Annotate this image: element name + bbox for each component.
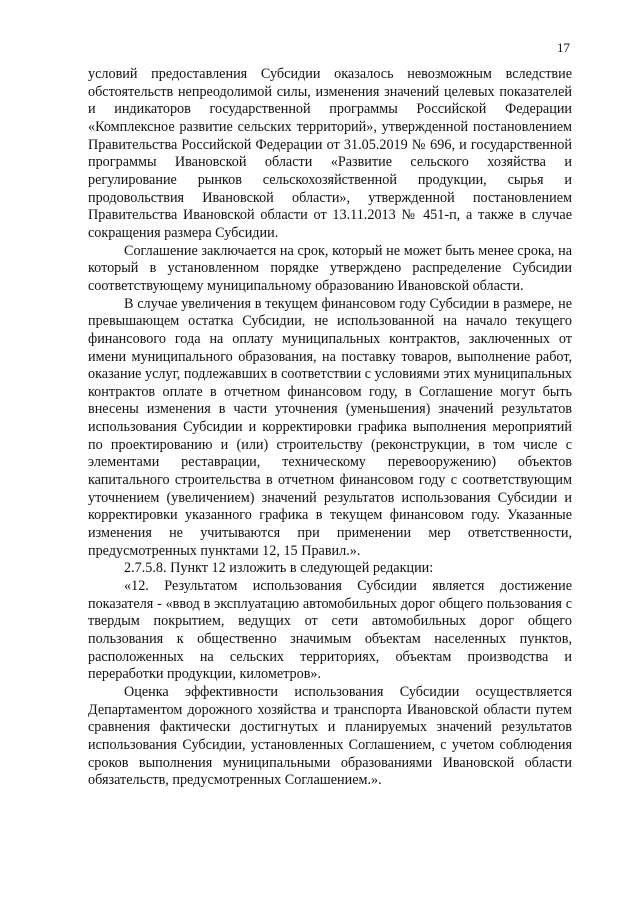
paragraph-clause-2-7-5-8: 2.7.5.8. Пункт 12 изложить в следующей редакции: — [124, 560, 434, 577]
page-number: 17 — [557, 40, 570, 55]
document-body — [88, 66, 572, 790]
paragraph-agreement-term: Соглашение заключается на срок, который не может быть менее срока, на который в установленном порядке утверждено распределение Субсидии соответствующему муниципальному образованию Ивановской области. — [88, 242, 572, 294]
paragraph-efficiency-assessment: Оценка эффективности использования Субсидии осуществляется Департаментом дорожного хозяйства и транспорта Ивановской области путем сравнения фактически достигнутых и планируемых значений результатов использования Субсидии, установленных Соглашением, с учетом соблюдения сроков выполнения муниципальными образованиями Ивановской области обязательств, предусмотренных Соглашением.». — [88, 683, 572, 789]
paragraph-subsidy-conditions: условий предоставления Субсидии оказалось невозможным вследствие обстоятельств непреодолимой силы, изменения значений целевых показателей и индикаторов государственной программы Российской Федерации «Комплексное развитие сельских территорий», утвержденной постановлением Правительства Российской Федерации от 31.05.2019 № 696, и государственной программы Ивановской области «Развитие сельского хозяйства и регулирование рынков сельскохозяйственной продукции, сырья и продовольствия Ивановской области», утвержденной постановлением Правительства Ивановской области от 13.11.2013 № 451-п, а также в случае сокращения размера Субсидии. — [88, 66, 572, 241]
paragraph-clause-12-result: «12. Результатом использования Субсидии является достижение показателя - «ввод в эксплуатацию автомобильных дорог общего пользования с твердым покрытием, ведущих от сети автомобильных дорог общего пользования к общественно значимым объектам населенных пунктов, расположенных на сельских территориях, объектам производства и переработки продукции, километров». — [88, 578, 572, 683]
paragraph-subsidy-increase: В случае увеличения в текущем финансовом году Субсидии в размере, не превышающем остатка Субсидии, не использованной на начало текущего финансового года на оплату муниципальных контрактов, заключенных от имени муниципального образования, на поставку товаров, выполнение работ, оказание услуг, подлежавших в соответствии с условиями этих муниципальных контрактов оплате в отчетном финансовом году, в Соглашение могут быть внесены изменения в части уточнения (уменьшения) значений результатов использования Субсидии и корректировки графика выполнения мероприятий по проектированию и (или) строительству (реконструкции, в том числе с элементами реставрации, техническому перевооружению) объектов капитального строительства в отчетном финансовом году с соответствующим уточнением (увеличением) значений результатов использования Субсидии и корректировки указанного графика в текущем финансовом году. Указанные изменения не учитываются при применении мер ответственности, предусмотренных пунктами 12, 15 Правил.». — [88, 295, 572, 559]
